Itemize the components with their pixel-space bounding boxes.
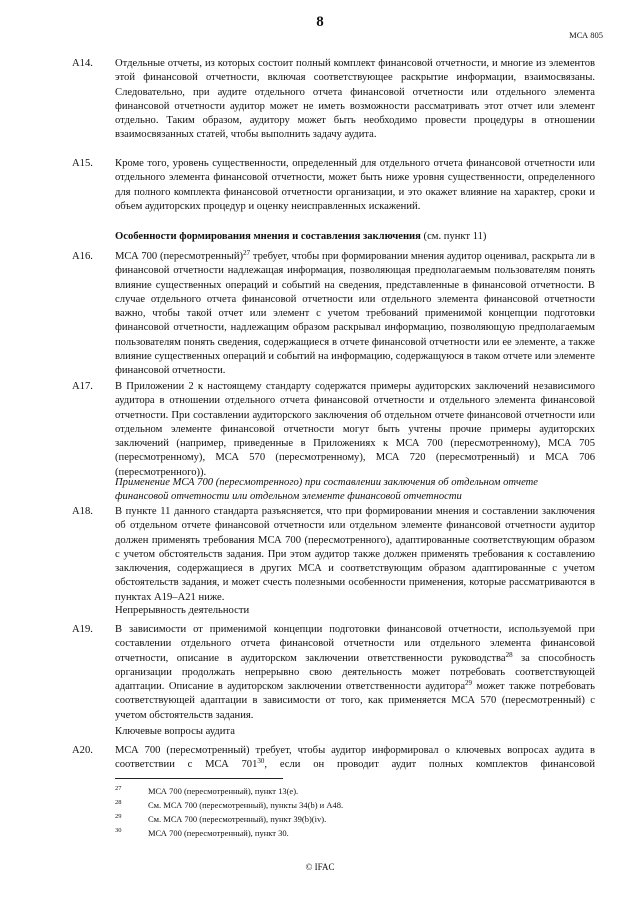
paragraph-number: A19. bbox=[72, 624, 93, 635]
paragraph-a18 bbox=[72, 505, 595, 605]
paragraph-text: Отдельные отчеты, из которых состоит полный комплект финансовой отчетности, и многие из элементов этой финансовой отчетности, включая соответствующее раскрытие информации, взаимосвязаны. Следовательно, при аудите отдельного отчета финансовой отчетности или отдельного элемента финансовой отчетности аудитор может не иметь возможности рассматривать этот отчет или элемент отдельно. Таким образом, аудитору может быть необходимо провести процедуры в отношении взаимосвязанных статей, чтобы выполнить задачу аудита. bbox=[115, 58, 595, 141]
footnote-ref[interactable]: 28 bbox=[505, 650, 513, 659]
footnote-number: 27 bbox=[115, 785, 122, 792]
heading-bold-text: Особенности формирования мнения и составления заключения bbox=[115, 231, 421, 242]
footnote-ref[interactable]: 30 bbox=[257, 757, 265, 766]
paragraph-text: В пункте 11 данного стандарта разъясняется, что при формировании мнения и составлении заключения об отдельном отчете финансовой отчетности или отдельном элементе финансовой отчетности аудитор должен применять требования МСА 700 (пересмотренного), адаптированные соответствующим образом с учетом обстоятельств задания. При этом аудитор также должен применять требования к составлению заключения, содержащиеся в других МСА и соответствующим образом адаптированные с учетом обстоятельств задания, и может счесть полезными особенности применения, которые рассматриваются в пунктах A19–A21 ниже. bbox=[115, 506, 595, 603]
page-number: 8 bbox=[316, 14, 324, 30]
paragraph-a16 bbox=[72, 249, 596, 379]
footnote-text: См. МСА 700 (пересмотренный), пункты 34(b) и A48. bbox=[148, 800, 344, 810]
footnote-separator bbox=[115, 778, 283, 779]
section-heading-application: Применение МСА 700 (пересмотренного) при составлении заключения об отдельном отчете финансовой отчетности или отдельном элементе финансовой отчетности bbox=[115, 477, 539, 503]
footnote-text: См. МСА 700 (пересмотренный), пункт 39(b)(iv). bbox=[148, 814, 327, 824]
footnote-ref[interactable]: 29 bbox=[465, 679, 473, 688]
section-heading-key-audit-matters: Ключевые вопросы аудита bbox=[115, 726, 235, 737]
paragraph-a15 bbox=[72, 157, 595, 214]
page-footer: © IFAC bbox=[305, 862, 335, 872]
paragraph-text: В Приложении 2 к настоящему стандарту содержатся примеры аудиторских заключений независимого аудитора в отношении отдельного отчета финансовой отчетности и отдельного элемента финансовой отчетности. При составлении аудиторского заключения об отдельном отчете финансовой отчетности или отдельном элементе финансовой отчетности могут быть учтены прочие примеры аудиторских заключений (например, приведенные в Приложениях к МСА 700 (пересмотренному), МСА 705 (пересмотренному), МСА 570 (пересмотренному), МСА 720 (пересмотренный) и МСА 706 (пересмотренного)). bbox=[115, 381, 595, 478]
footnote-number: 29 bbox=[115, 813, 122, 820]
paragraph-number: A20. bbox=[72, 745, 93, 756]
paragraph-number: A18. bbox=[72, 506, 93, 517]
paragraph-a17 bbox=[72, 380, 595, 480]
footnote-text: МСА 700 (пересмотренный), пункт 30. bbox=[148, 828, 289, 838]
footnote-number: 30 bbox=[115, 827, 122, 834]
paragraph-text: В зависимости от применимой концепции подготовки финансовой отчетности, используемой при составлении отдельного отчета финансовой отчетности или отдельного элемента финансовой отчетности, описание в аудиторском заключении ответственности руководства$^{28}$ за способность организации продолжать непрерывно свою деятельность может потребовать соответствующей адаптации. Описание в аудиторском заключении ответственности аудитора$^{29}$ может также потребовать соответствующей адаптации в зависимости от того, как применяется МСА 570 (пересмотренный) с учетом обстоятельств задания. bbox=[115, 624, 595, 721]
paragraph-number: A15. bbox=[72, 158, 93, 169]
paragraph-number: A14. bbox=[72, 58, 93, 69]
paragraph-text: МСА 700 (пересмотренный)$^{27}$ требует, чтобы при формировании мнения аудитор оценивал, раскрыта ли в финансовой отчетности надлежащая информация, позволяющая предполагаемым пользователям понять влияние существенных операций и событий на сведения, представленные в финансовой отчетности. В случае отдельного отчета финансовой отчетности или отдельного элемента финансовой отчетности важно, чтобы такой отчет или элемент с учетом требований применимой концепции подготовки финансовой отчетности, надлежащим образом раскрывал информацию, позволяющую предполагаемым пользователям понять сведения, содержащиеся в отчете финансовой отчетности или ее элементе, а также влияние существенных операций и событий на информацию, содержащуюся в таком отчете или элементе финансовой отчетности. bbox=[115, 249, 596, 377]
paragraph-a14 bbox=[72, 57, 595, 143]
footnote-number: 28 bbox=[115, 799, 122, 806]
paragraph-a20 bbox=[72, 744, 595, 773]
section-heading-going-concern: Непрерывность деятельности bbox=[115, 605, 250, 616]
paragraph-text: Кроме того, уровень существенности, определенный для отдельного отчета финансовой отчетности или отдельного элемента финансовой отчетности, может быть ниже уровня существенности, определенного для полного комплекта финансовой отчетности организации, и это окажет влияние на характер, сроки и объем аудиторских процедур и оценку неисправленных искажений. bbox=[115, 158, 595, 212]
paragraph-text: МСА 700 (пересмотренный) требует, чтобы аудитор информировал о ключевых вопросах аудита в соответствии с МСА $701^{30}$, если он проводит аудит полных комплектов финансовой bbox=[115, 745, 595, 771]
footnote-ref[interactable]: 27 bbox=[243, 249, 251, 257]
paragraph-number: A17. bbox=[72, 381, 93, 392]
paragraph-number: A16. bbox=[72, 251, 93, 262]
footnote-text: МСА 700 (пересмотренный), пункт 13(е). bbox=[148, 786, 299, 796]
section-heading-opinion bbox=[115, 230, 595, 244]
standard-reference: МСА 805 bbox=[569, 30, 603, 40]
paragraph-a19 bbox=[72, 623, 595, 723]
heading-reference[interactable]: (см. пункт 11) bbox=[420, 231, 487, 242]
